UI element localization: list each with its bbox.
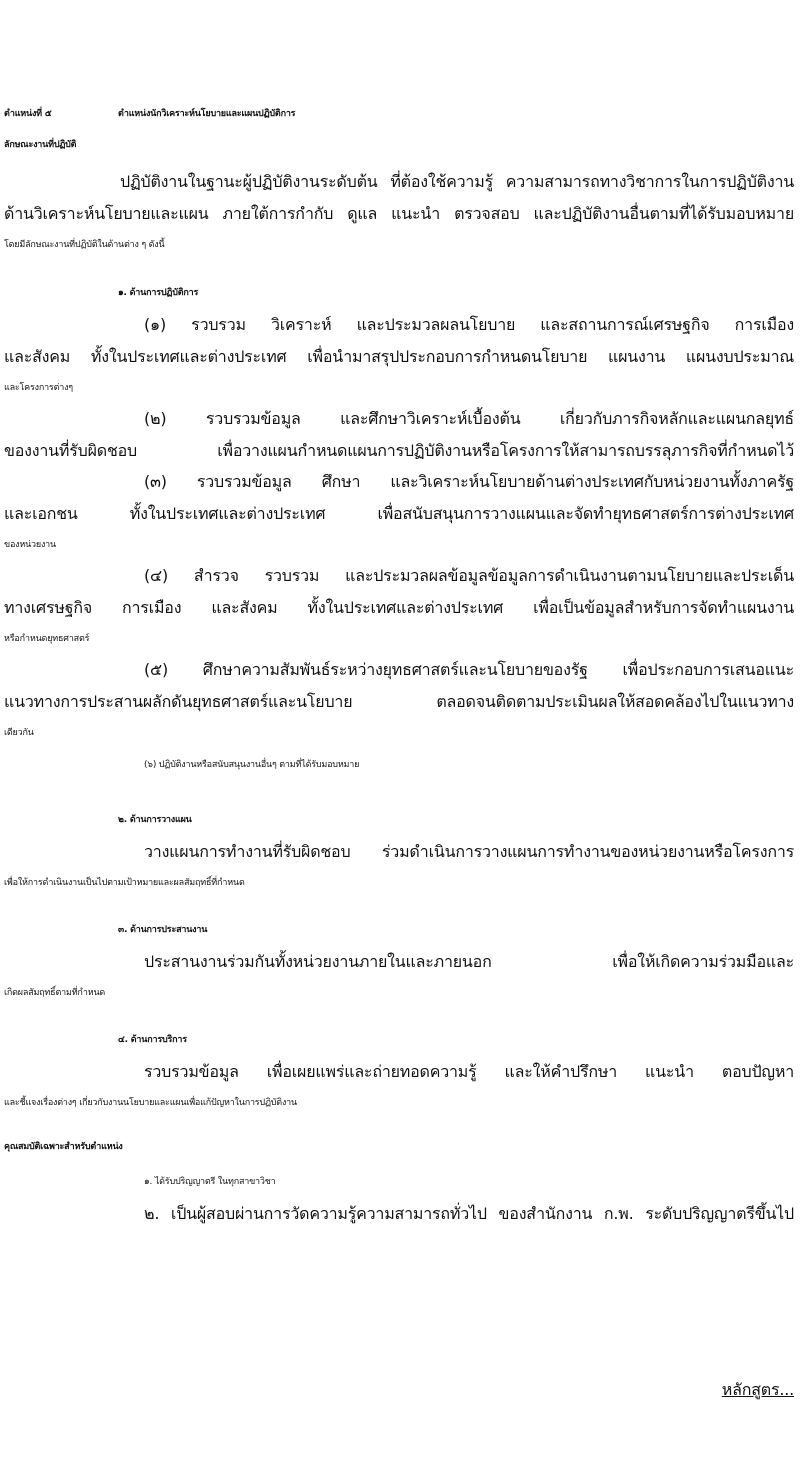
op-item-4-line-2: ทางเศรษฐกิจ การเมือง และสังคม ทั้งในประเทศและต่างประเทศ เพื่อเป็นข้อมูลสำหรับการจัดทำแผนงาน [4, 598, 794, 617]
qualifications-heading: คุณสมบัติเฉพาะสำหรับตำแหน่ง [4, 1142, 123, 1152]
op-item-5-line-3: เดียวกัน [4, 728, 34, 738]
intro-line-2: ด้านวิเคราะห์นโยบายและแผน ภายใต้การกำกับ ดูแล แนะนำ ตรวจสอบ และปฏิบัติงานอื่นตามที่ได้รับมอบหมาย [4, 204, 794, 223]
op-item-2-line-1: (๒) รวบรวมข้อมูล และศึกษาวิเคราะห์เบื้องต้น เกี่ยวกับภารกิจหลักและแผนกลยุทธ์ [144, 409, 794, 428]
intro-line-3: โดยมีลักษณะงานที่ปฏิบัติในด้านต่าง ๆ ดังนี้ [4, 240, 165, 250]
intro-line-1: ปฏิบัติงานในฐานะผู้ปฏิบัติงานระดับต้น ที่ต้องใช้ความรู้ ความสามารถทางวิชาการในการปฏิบัติงาน [120, 172, 794, 191]
section-heading-operations: ๑. ด้านการปฏิบัติการ [118, 288, 199, 298]
op-item-6-line-1: (๖) ปฏิบัติงานหรือสนับสนุนงานอื่นๆ ตามที่ได้รับมอบหมาย [144, 760, 360, 770]
service-line-1: รวบรวมข้อมูล เพื่อเผยแพร่และถ่ายทอดความรู้ และให้คำปรึกษา แนะนำ ตอบปัญหา [144, 1062, 794, 1081]
position-number: ตำแหน่งที่ ๕ [4, 109, 52, 119]
next-page-marker: หลักสูตร... [721, 1380, 794, 1399]
op-item-3-line-3: ของหน่วยงาน [4, 540, 56, 550]
coordination-line-1: ประสานงานร่วมกันทั้งหน่วยงานภายในและภายนอก เพื่อให้เกิดความร่วมมือและ [144, 952, 794, 971]
service-line-2: และชี้แจงเรื่องต่างๆ เกี่ยวกับงานนโยบายและแผนเพื่อแก้ปัญหาในการปฏิบัติงาน [4, 1098, 297, 1108]
document-page: ตำแหน่งที่ ๕ ตำแหน่งนักวิเคราะห์นโยบายและแผนปฏิบัติการ ลักษณะงานที่ปฏิบัติ ปฏิบัติงานในฐานะผู้ปฏิบัติงานระดับต้น ที่ต้องใช้ความรู้ ความสามารถทางวิชาการในการปฏิบัติงาน ด้านวิเคราะห์นโยบายและแผน ภายใต้การกำกับ ดูแล แนะนำ ตรวจสอบ และปฏิบัติงานอื่นตามที่ได้รับมอบหมาย โดยมีลักษณะงานที่ปฏิบัติในด้านต่าง ๆ ดังนี้ ๑. ด้านการปฏิบัติการ (๑) รวบรวม วิเคราะห์ และประมวลผลนโยบาย และสถานการณ์เศรษฐกิจ การเมือง และสังคม ทั้งในประเทศและต่างประเทศ เพื่อนำมาสรุปประกอบการกำหนดนโยบาย แผนงาน แผนงบประมาณ และโครงการต่างๆ (๒) รวบรวมข้อมูล และศึกษาวิเคราะห์เบื้องต้น เกี่ยวกับภารกิจหลักและแผนกลยุทธ์ ของงานที่รับผิดชอบ เพื่อวางแผนกำหนดแผนการปฏิบัติงานหรือโครงการให้สามารถบรรลุภารกิจที่กำหนดไว้ (๓) รวบรวมข้อมูล ศึกษา และวิเคราะห์นโยบายด้านต่างประเทศกับหน่วยงานทั้งภาครัฐ และเอกชน ทั้งในประเทศและต่างประเทศ เพื่อสนับสนุนการวางแผนและจัดทำยุทธศาสตร์การต่างประเทศ ของหน่วยงาน (๔) สำรวจ รวบรวม และประมวลผลข้อมูลข้อมูลการดำเนินงานตามนโยบายและประเด็น ทางเศรษฐกิจ การเมือง และสังคม ทั้งในประเทศและต่างประเทศ เพื่อเป็นข้อมูลสำหรับการจัดทำแผนงาน หรือกำหนดยุทธศาสตร์ (๕) ศึกษาความสัมพันธ์ระหว่างยุทธศาสตร์และนโยบายของรัฐ เพื่อประกอบการเสนอแนะ แนวทางการประสานผลักดันยุทธศาสตร์และนโยบาย ตลอดจนติดตามประเมินผลให้สอดคล้องไปในแนวทาง เดียวกัน (๖) ปฏิบัติงานหรือสนับสนุนงานอื่นๆ ตามที่ได้รับมอบหมาย ๒. ด้านการวางแผน วางแผนการทำงานที่รับผิดชอบ ร่วมดำเนินการวางแผนการทำงานของหน่วยงานหรือโครงการ เพื่อให้การดำเนินงานเป็นไปตามเป้าหมายและผลสัมฤทธิ์ที่กำหนด ๓. ด้านการประสานงาน ประสานงานร่วมกันทั้งหน่วยงานภายในและภายนอก เพื่อให้เกิดความร่วมมือและ เกิดผลสัมฤทธิ์ตามที่กำหนด ๔. ด้านการบริการ รวบรวมข้อมูล เพื่อเผยแพร่และถ่ายทอดความรู้ และให้คำปรึกษา แนะนำ ตอบปัญหา และชี้แจงเรื่องต่างๆ เกี่ยวกับงานนโยบายและแผนเพื่อแก้ปัญหาในการปฏิบัติงาน คุณสมบัติเฉพาะสำหรับตำแหน่ง ๑. ได้รับปริญญาตรี ในทุกสาขาวิชา ๒. เป็นผู้สอบผ่านการวัดความรู้ความสามารถทั่วไป ของสำนักงาน ก.พ. ระดับปริญญาตรีขึ้นไป หลักสูตร... [0, 0, 800, 1459]
op-item-1-line-2: และสังคม ทั้งในประเทศและต่างประเทศ เพื่อนำมาสรุปประกอบการกำหนดนโยบาย แผนงาน แผนงบประมาณ [4, 347, 794, 366]
op-item-5-line-1: (๕) ศึกษาความสัมพันธ์ระหว่างยุทธศาสตร์และนโยบายของรัฐ เพื่อประกอบการเสนอแนะ [144, 660, 794, 679]
planning-line-2: เพื่อให้การดำเนินงานเป็นไปตามเป้าหมายและผลสัมฤทธิ์ที่กำหนด [4, 878, 245, 888]
op-item-4-line-3: หรือกำหนดยุทธศาสตร์ [4, 634, 90, 644]
qualification-item-1: ๑. ได้รับปริญญาตรี ในทุกสาขาวิชา [144, 1177, 276, 1187]
op-item-4-line-1: (๔) สำรวจ รวบรวม และประมวลผลข้อมูลข้อมูลการดำเนินงานตามนโยบายและประเด็น [144, 566, 794, 585]
section-heading-coordination: ๓. ด้านการประสานงาน [118, 925, 208, 935]
coordination-line-2: เกิดผลสัมฤทธิ์ตามที่กำหนด [4, 988, 106, 998]
planning-line-1: วางแผนการทำงานที่รับผิดชอบ ร่วมดำเนินการวางแผนการทำงานของหน่วยงานหรือโครงการ [144, 842, 794, 861]
op-item-1-line-3: และโครงการต่างๆ [4, 383, 73, 393]
op-item-1-line-1: (๑) รวบรวม วิเคราะห์ และประมวลผลนโยบาย และสถานการณ์เศรษฐกิจ การเมือง [144, 315, 794, 334]
position-title: ตำแหน่งนักวิเคราะห์นโยบายและแผนปฏิบัติการ [118, 109, 296, 119]
op-item-3-line-1: (๓) รวบรวมข้อมูล ศึกษา และวิเคราะห์นโยบายด้านต่างประเทศกับหน่วยงานทั้งภาครัฐ [144, 472, 794, 491]
qualification-item-2: ๒. เป็นผู้สอบผ่านการวัดความรู้ความสามารถทั่วไป ของสำนักงาน ก.พ. ระดับปริญญาตรีขึ้นไป [144, 1204, 794, 1223]
op-item-3-line-2: และเอกชน ทั้งในประเทศและต่างประเทศ เพื่อสนับสนุนการวางแผนและจัดทำยุทธศาสตร์การต่างประเทศ [4, 504, 794, 523]
section-heading-service: ๔. ด้านการบริการ [118, 1035, 187, 1045]
section-heading-planning: ๒. ด้านการวางแผน [118, 815, 192, 825]
op-item-2-line-2: ของงานที่รับผิดชอบ เพื่อวางแผนกำหนดแผนการปฏิบัติงานหรือโครงการให้สามารถบรรลุภารกิจที่กำหนดไว้ [4, 441, 794, 460]
op-item-5-line-2: แนวทางการประสานผลักดันยุทธศาสตร์และนโยบาย ตลอดจนติดตามประเมินผลให้สอดคล้องไปในแนวทาง [4, 692, 794, 711]
